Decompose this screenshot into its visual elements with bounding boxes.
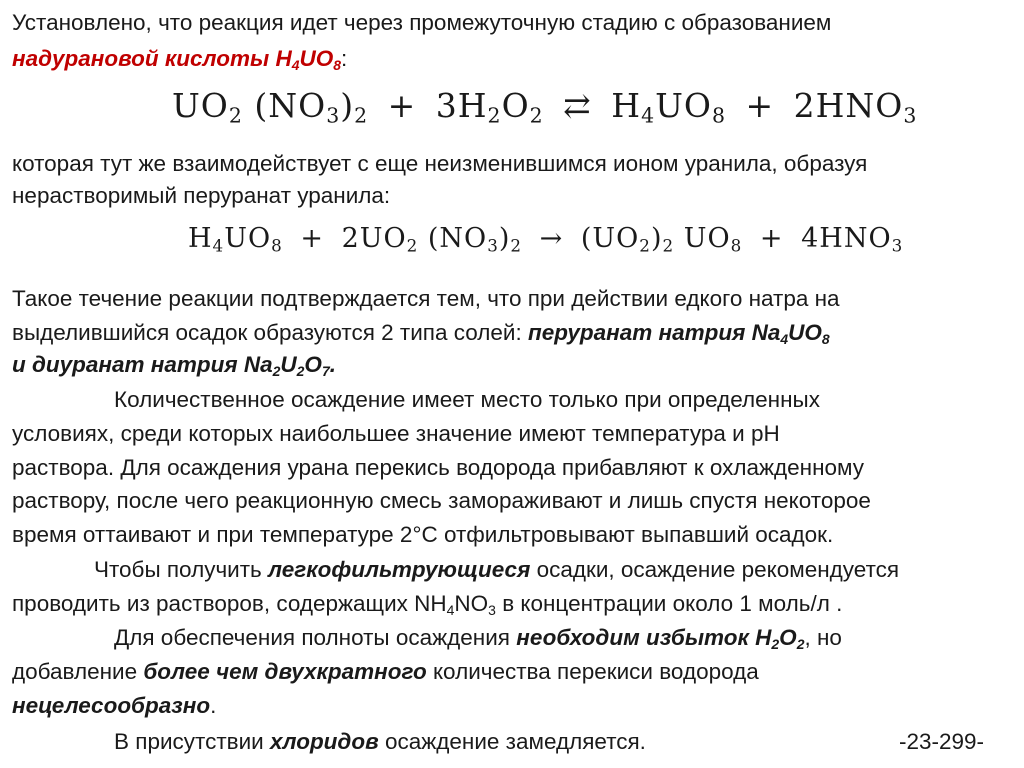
formula: $(UO_2)_2$ $UO_8$ <box>580 223 743 256</box>
text-line <box>12 521 1016 548</box>
formula: $H_4UO_8$ <box>611 86 726 128</box>
text: нерастворимый перуранат уранила: <box>12 183 391 208</box>
emphasis-text: нецелесообразно <box>12 693 211 718</box>
text-line <box>114 386 1016 413</box>
text: выделившийся осадок образуются 2 типа солей: <box>12 320 528 345</box>
plus-sign: + <box>300 223 324 254</box>
text-line <box>12 9 1016 36</box>
text: : <box>341 46 348 71</box>
emphasis-text: необходим избыток $H_2O_2$ <box>516 625 805 652</box>
emphasis-text: легкофильтрующиеся <box>268 557 531 582</box>
text: Установлено, что реакция идет через промежуточную стадию с образованием <box>12 10 832 35</box>
formula: $2UO_2$ $(NO_3)_2$ <box>341 223 523 256</box>
emphasis-text: более чем двухкратного <box>143 659 427 684</box>
text: Количественное осаждение имеет место только при определенных <box>114 387 820 412</box>
page-number: -23-299- <box>898 729 984 754</box>
formula: $2HNO_3$ <box>793 86 918 128</box>
reaction-arrow: → <box>539 223 564 254</box>
plus-sign: + <box>745 86 775 125</box>
text: которая тут же взаимодействует с еще неизменившимся ионом уранила, образуя <box>12 151 868 176</box>
subscript: 4 <box>446 601 455 618</box>
text: осадки, осаждение рекомендуется <box>530 557 900 582</box>
text: время оттаивают и при температуре 2°С отфильтровывают выпавший осадок. <box>12 522 834 547</box>
text-line <box>12 590 1016 617</box>
text-line <box>12 319 1016 346</box>
emphasis-text: и диуранат натрия $Na_2U_2O_7$. <box>12 352 336 379</box>
subscript: 8 <box>333 56 341 73</box>
text: условиях, среди которых наибольшее значение имеют температура и рН <box>12 421 780 446</box>
text-line <box>94 556 1016 583</box>
text-line <box>12 420 1016 447</box>
text: Чтобы получить <box>94 557 269 582</box>
text: раствора. Для осаждения урана перекись водорода прибавляют к охлажденному <box>12 455 865 480</box>
equilibrium-arrow: ⇄ <box>563 86 592 125</box>
chemical-equation-2 <box>188 222 903 256</box>
plus-sign: + <box>387 86 417 125</box>
text-line <box>12 45 1016 72</box>
text: добавление <box>12 659 144 684</box>
text: раствору, после чего реакционную смесь замораживают и лишь спустя некоторое <box>12 488 871 513</box>
formula: $H_4UO_8$ <box>188 223 283 256</box>
text: В присутствии <box>114 729 270 754</box>
emphasis-text: хлоридов <box>269 729 379 754</box>
text: Для обеспечения полноты осаждения <box>114 625 517 650</box>
text-line <box>12 658 1016 685</box>
text: UO <box>299 46 334 71</box>
text: проводить из растворов, содержащих NH <box>12 591 447 616</box>
emphasis-text <box>12 46 341 71</box>
text-line <box>12 285 1016 312</box>
text: Такое течение реакции подтверждается тем, что при действии едкого натра на <box>12 286 840 311</box>
text: . <box>210 693 217 718</box>
formula: $UO_2$ $(NO_3)_2$ <box>172 86 369 128</box>
plus-sign: + <box>759 223 784 254</box>
subscript: 3 <box>488 601 496 618</box>
text-line <box>114 624 1016 651</box>
text-line <box>12 182 1016 209</box>
text-line <box>114 728 1016 755</box>
subscript: 4 <box>291 56 300 73</box>
formula: $3H_2O_2$ <box>435 86 544 128</box>
text-line <box>12 487 1016 514</box>
text: , но <box>804 625 842 650</box>
text: количества перекиси водорода <box>426 659 759 684</box>
text-line <box>12 150 1016 177</box>
chemical-equation-1 <box>172 86 917 126</box>
text-line <box>12 454 1016 481</box>
emphasis-text: перуранат натрия $Na_4UO_8$ <box>527 320 830 347</box>
formula: $4HNO_3$ <box>801 223 904 256</box>
text-line <box>12 692 1016 719</box>
text-line <box>12 351 1016 378</box>
text: надурановой кислоты H <box>12 46 292 71</box>
text: в концентрации около 1 моль/л . <box>495 591 843 616</box>
text: осаждение замедляется. <box>378 729 646 754</box>
text: NO <box>454 591 489 616</box>
